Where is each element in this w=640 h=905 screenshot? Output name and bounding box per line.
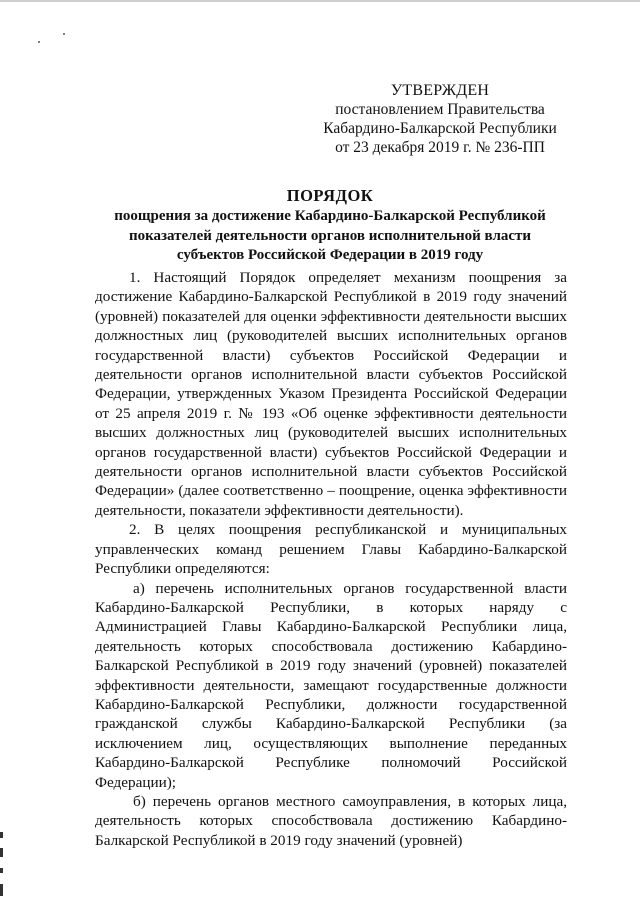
paragraph-2a: а) перечень исполнительных органов государственной власти Кабардино-Балкарской Республики, в которых наряду с Администрацией Главы Кабардино-Балкарской Республики лица, деятельность которых способствовала достижению Кабардино-Балкарской Республикой в 2019 году значений (уровней) показателей эффективности деятельности, замещают государственные должности Кабардино-Балкарской Республики, должности государственной гражданской службы Кабардино-Балкарской Республики (за исключением лиц, осуществляющих выполнение переданных Кабардино-Балкарской Республике полномочий Российской Федерации); <box>95 579 567 791</box>
title-subtitle: поощрения за достижение Кабардино-Балкарской Республикой показателей деятельности органов исполнительной власти субъектов Российской Федерации в 2019 году <box>114 208 546 263</box>
paragraph-2: 2. В целях поощрения республиканской и муниципальных управленческих команд решением Главы Кабардино-Балкарской Республики определяются: <box>95 521 567 578</box>
title-main: ПОРЯДОК <box>286 186 374 205</box>
approval-line: постановлением Правительства <box>335 101 545 118</box>
document-body <box>95 268 567 850</box>
page-top-edge <box>0 0 640 2</box>
approval-line: от 23 декабря 2019 г. № 236-ПП <box>335 139 545 156</box>
scan-speck <box>63 33 65 35</box>
document-title <box>95 185 565 266</box>
approval-heading: УТВЕРЖДЕН <box>390 82 490 99</box>
approval-stamp <box>300 81 580 157</box>
scan-edge-marks <box>0 832 4 902</box>
paragraph-2b: б) перечень органов местного самоуправления, в которых лица, деятельность которых способствовала достижению Кабардино-Балкарской Республикой в 2019 году значений (уровней) <box>95 792 567 849</box>
approval-line: Кабардино-Балкарской Республики <box>323 120 557 137</box>
scan-speck <box>38 41 40 43</box>
paragraph-1: 1. Настоящий Порядок определяет механизм поощрения за достижение Кабардино-Балкарской Республикой в 2019 году значений (уровней) показателей для оценки эффективности деятельности высших должностных лиц (руководителей высших исполнительных органов государственной власти) субъектов Российской Федерации и деятельности органов исполнительной власти субъектов Российской Федерации, утвержденных Указом Президента Российской Федерации от 25 апреля 2019 г. № 193 «Об оценке эффективности деятельности высших должностных лиц (руководителей высших исполнительных органов государственной власти) субъектов Российской Федерации и деятельности органов исполнительной власти субъектов Российской Федерации» (далее соответственно – поощрение, оценка эффективности деятельности, показатели эффективности деятельности). <box>95 269 567 519</box>
